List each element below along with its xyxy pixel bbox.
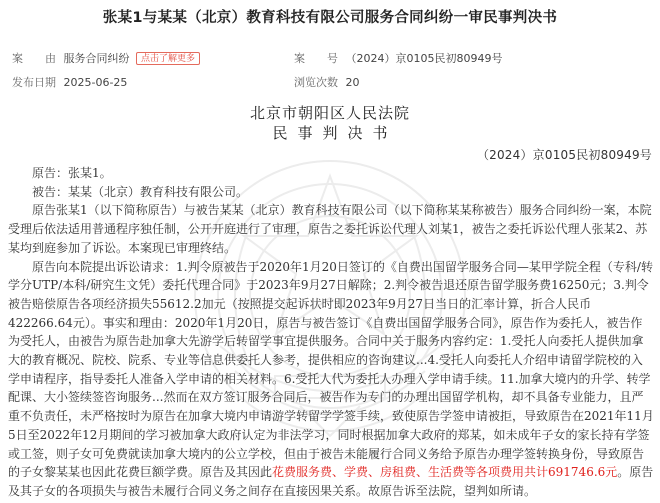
claims-text-end: 。原告及其子女的各项损失与被告未履行合同义务之间存在直接因果关系。故原告诉至法院，望判如所请。 (8, 465, 654, 498)
date-value: 2025-06-25 (63, 76, 128, 89)
views-value: 20 (345, 76, 360, 89)
case-number: （2024）京0105民初80949号 (476, 148, 652, 162)
views-label: 浏览次数 (294, 76, 338, 89)
case-number-row (294, 50, 502, 68)
plaintiff-line: 原告：张某1。 (32, 166, 112, 180)
court-name: 北京市朝阳区人民法院 (249, 104, 410, 122)
case-value: （2024）京0105民初80949号 (345, 52, 503, 65)
judgment-body (8, 164, 654, 501)
judgment-document (0, 96, 660, 503)
date-label: 发布日期 (12, 76, 56, 89)
highlighted-amount: 花费服务费、学费、房租费、生活费等各项费用共计691746.6元 (272, 465, 618, 480)
date-row (12, 74, 127, 92)
intro-paragraph: 原告张某1（以下简称原告）与被告某某（北京）教育科技有限公司（以下简称某某称被告）服务合同纠纷一案，本院受理后依法适用普通程序独任制，公开开庭进行了审理，原告之委托诉讼代理人刘某1，被告之委托诉讼代理人张某2、苏某均到庭参加了诉讼。本案现已审理终结。 (8, 203, 652, 255)
claims-paragraph (8, 258, 654, 501)
claims-text: 原告向本院提出诉讼请求：1.判令原被告于2020年1月20日签订的《自费出国留学服务合同—某甲学院全程（专科/转学分UTP/本科/研究生文凭）委托代理合同》于2023年9月27日解除；2.判令被告退还原告留学服务费16250元；3.判令被告赔偿原告各项经济损失55612.2加元（按照提交起诉状时即2023年9月27日当日的汇率计算，折合人民币422266.64元）。事实和理由：2020年1月20日，原告与被告签订《自费出国留学服务合同》，原告作为委托人，被告作为受托人，由被告为原告赴加拿大先游学后转留学事宜提供服务。合同中关于服务内容约定：1.受托人向委托人提供加拿大的教育概况、院校、院系、专业等信息供委托人参考，提供相应的咨询建议...4.受托人向委托人介绍申请留学院校的入学申请程序，指导委托人准备入学申请的相关材料。6.受托人代为委托人办理入学申请手续。11.加拿大境内的升学、转学配课、大小签续签咨询服务...然而在双方签订服务合同后，被告作为专门的办理出国留学机构，却不具备专业能力，且严重不负责任，未严格按时为原告在加拿大境内申请游学转留学学签手续，致使原告学签申请被拒，导致原告在2021年11月5日至2022年12月期间的学习被加拿大政府认定为非法学习，同时根据加拿大政府的郑某，如未成年子女的家长持有学签或工签，则子女可免费就读加拿大境内的公立学校，但由于被告未能履行合同义务给予原告办理学签转换身份，导致原告的子女黎某某也因此花费巨额学费。原告及其因此 (8, 259, 654, 480)
cause-value: 服务合同纠纷 (63, 52, 130, 65)
views-row (294, 74, 360, 92)
learn-more-button[interactable]: 点击了解更多 (136, 52, 200, 65)
document-type: 民事判决书 (272, 124, 398, 142)
case-label: 案 号 (294, 52, 338, 65)
defendant-line: 被告：某某（北京）教育科技有限公司。 (32, 184, 249, 199)
page-title: 张某1与某某（北京）教育科技有限公司服务合同纠纷一审民事判决书 (102, 10, 558, 26)
cause-row (12, 50, 200, 68)
cause-label: 案 由 (12, 52, 56, 65)
